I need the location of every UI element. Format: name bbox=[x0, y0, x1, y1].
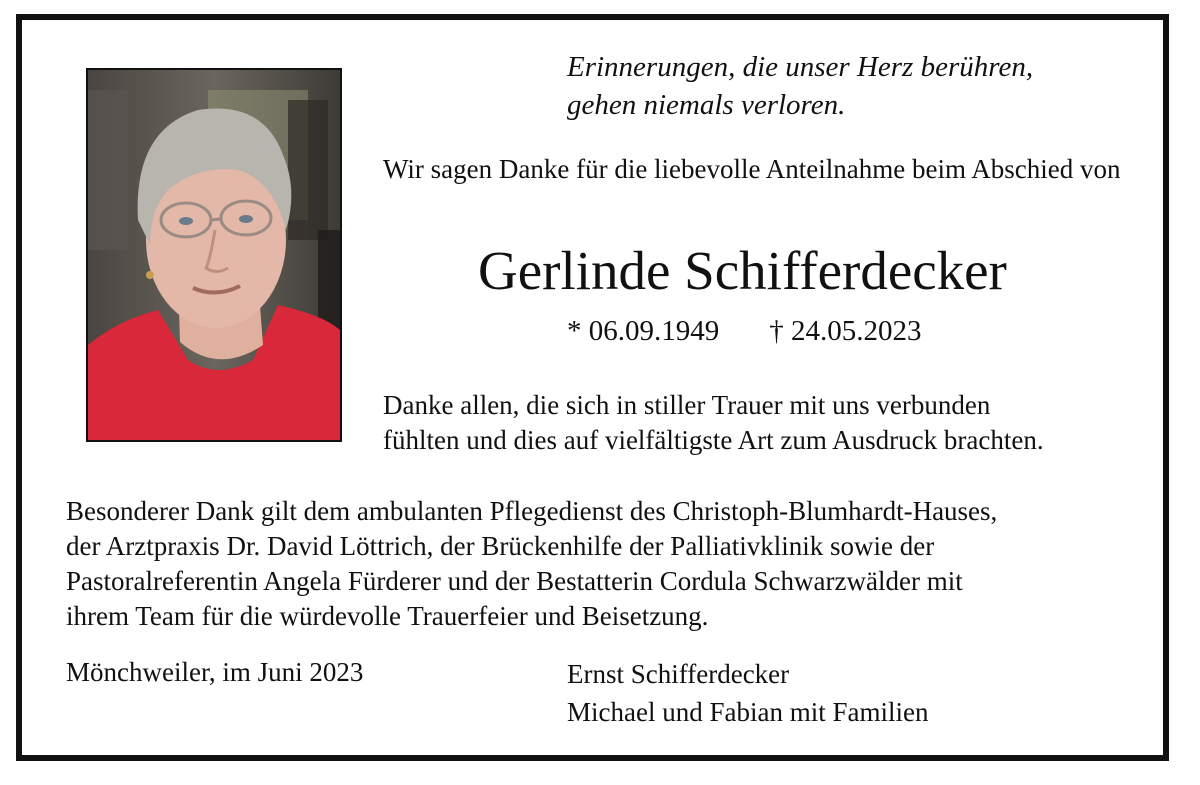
birth-date: * 06.09.1949 bbox=[567, 315, 720, 347]
special-thanks-line-1: Besonderer Dank gilt dem ambulanten Pflegedienst des Christoph-Blumhardt-Hauses, bbox=[66, 496, 998, 526]
portrait-photo bbox=[86, 68, 342, 442]
life-dates bbox=[567, 312, 922, 350]
signer-line-2: Michael und Fabian mit Familien bbox=[567, 697, 929, 727]
thanks-line-1: Danke allen, die sich in stiller Trauer mit uns verbunden bbox=[383, 390, 991, 420]
special-thanks-line-2: der Arztpraxis Dr. David Löttrich, der Brückenhilfe der Palliativklinik sowie der bbox=[66, 531, 935, 561]
special-thanks-line-3: Pastoralreferentin Angela Fürderer und der Bestatterin Cordula Schwarzwälder mit bbox=[66, 566, 963, 596]
death-date: † 24.05.2023 bbox=[769, 315, 922, 347]
place-and-date: Mönchweiler, im Juni 2023 bbox=[66, 657, 364, 687]
quote-line-2: gehen niemals verloren. bbox=[567, 89, 846, 121]
quote-line-1: Erinnerungen, die unser Herz berühren, bbox=[567, 51, 1034, 83]
general-thanks bbox=[383, 388, 1044, 458]
signer-line-1: Ernst Schifferdecker bbox=[567, 659, 790, 689]
portrait-image bbox=[88, 70, 340, 440]
special-thanks bbox=[66, 494, 997, 634]
signatories bbox=[567, 655, 928, 731]
memorial-quote bbox=[567, 48, 1033, 124]
intro-text: Wir sagen Danke für die liebevolle Anteilnahme beim Abschied von bbox=[383, 154, 1121, 184]
deceased-name: Gerlinde Schifferdecker bbox=[478, 240, 1007, 301]
thanks-line-2: fühlten und dies auf vielfältigste Art zum Ausdruck brachten. bbox=[383, 425, 1044, 455]
special-thanks-line-4: ihrem Team für die würdevolle Trauerfeier und Beisetzung. bbox=[66, 601, 709, 631]
